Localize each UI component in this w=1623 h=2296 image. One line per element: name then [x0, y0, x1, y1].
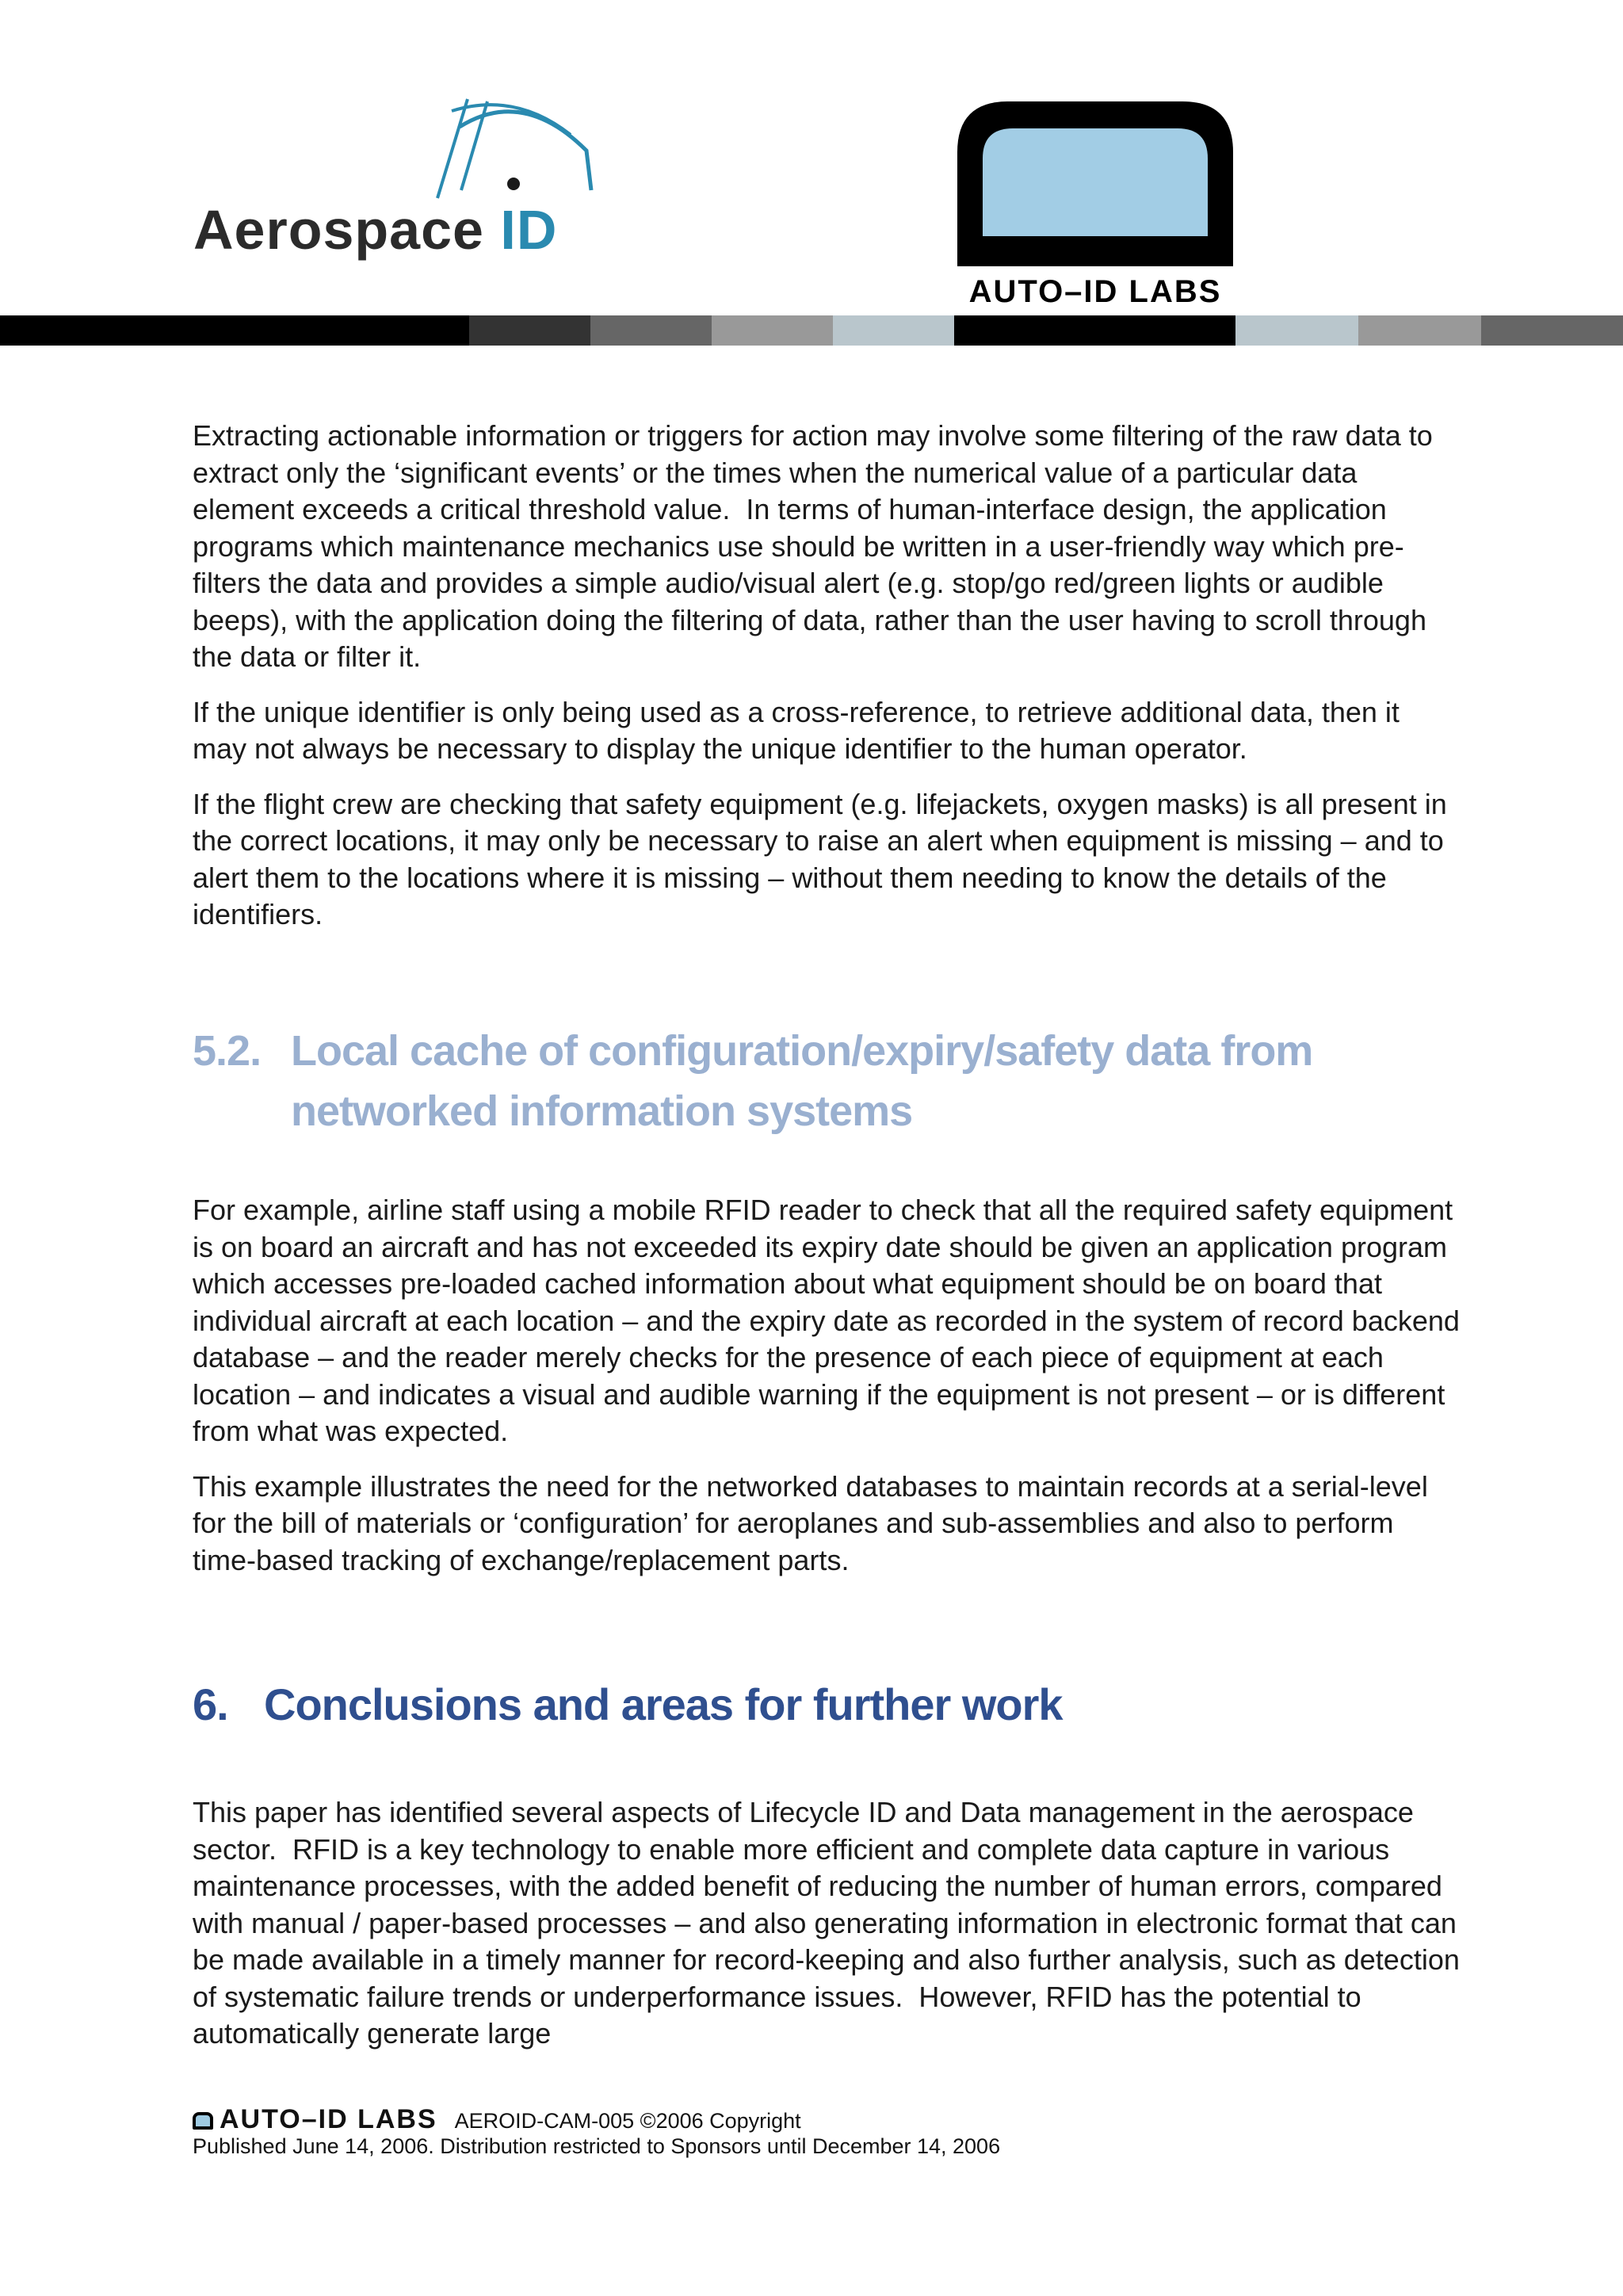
auto-id-labs-logo	[953, 97, 1238, 311]
paragraph: Extracting actionable information or triggers for action may involve some filtering of the raw data to extract only the ‘significant events’ or the times when the numerical value of a particular data element exceeds a critical threshold value. In terms of human-interface design, the application programs which maintenance mechanics use should be written in a user-friendly way which pre-filters the data and provides a simple audio/visual alert (e.g. stop/go red/green lights or audible beeps), with the application doing the filtering of data, rather than the user having to scroll through the data or filter it.	[193, 419, 1433, 673]
aerospace-id-logo	[190, 95, 602, 269]
stripe-segment	[1481, 315, 1623, 346]
auto-id-labs-wordmark: AUTO–ID LABS	[968, 274, 1222, 309]
intro-section	[193, 418, 1461, 934]
stripe-segment	[1358, 315, 1481, 346]
section-title-line: networked information systems	[291, 1087, 913, 1135]
swoosh-icon	[428, 95, 602, 214]
section-title: Conclusions and areas for further work	[264, 1679, 1063, 1729]
stripe-segment	[469, 315, 590, 346]
footer-published: Published June 14, 2006. Distribution restricted to Sponsors until December 14, 2006	[193, 2134, 1001, 2158]
section-5-2-body	[193, 1192, 1461, 1579]
section-heading-6	[193, 1679, 1063, 1730]
footer-doc-id: AEROID-CAM-005 ©2006 Copyright	[454, 2109, 801, 2133]
stripe-segment	[0, 315, 469, 346]
section-heading-5-2	[193, 1021, 1312, 1141]
paragraph: If the unique identifier is only being used as a cross-reference, to retrieve additional data, then it may not always be necessary to display the unique identifier to the human operator.	[193, 695, 1400, 765]
section-number: 6.	[193, 1679, 228, 1729]
stripe-segment	[833, 315, 954, 346]
section-6-body	[193, 1794, 1461, 2053]
stripe-segment	[1235, 315, 1358, 346]
paragraph: This paper has identified several aspects of Lifecycle ID and Data management in the aerospace sector. RFID is a key technology to enable more efficient and complete data capture in various maintenance processes, with the added benefit of reducing the number of human errors, compared with manual / paper-based processes – and also generating information in electronic format that can be made available in a timely manner for record-keeping and also further analysis, such as detection of systematic failure trends or underperformance issues. However, RFID has the potential to automatically generate large	[193, 1796, 1460, 2050]
stripe-segment	[712, 315, 833, 346]
aerospace-wordmark: Aerospace ID	[193, 199, 558, 261]
paragraph: This example illustrates the need for the networked databases to maintain records at a serial-level for the bill of materials or ‘configuration’ for aeroplanes and sub-assemblies and also to perform time-based tracking of exchange/replacement parts.	[193, 1469, 1428, 1576]
section-title-line: Local cache of configuration/expiry/safety data from	[291, 1027, 1313, 1075]
section-number: 5.2.	[193, 1027, 262, 1075]
footer-brand: AUTO–ID LABS	[220, 2104, 437, 2134]
auto-id-labs-icon	[193, 2112, 213, 2130]
stripe-segment	[954, 315, 1235, 346]
paragraph: For example, airline staff using a mobile RFID reader to check that all the required safety equipment is on board an aircraft and has not exceeded its expiry date should be given an application program which accesses pre-loaded cached information about what equipment should be on board that individual aircraft at each location – and the expiry date as recorded in the system of record backend database – and the reader merely checks for the presence of each piece of equipment at each location – and indicates a visual and audible warning if the equipment is not present – or is different from what was expected.	[193, 1194, 1460, 1447]
window-icon	[953, 97, 1238, 271]
stripe-segment	[590, 315, 712, 346]
paragraph: If the flight crew are checking that safety equipment (e.g. lifejackets, oxygen masks) is all present in the correct locations, it may only be necessary to raise an alert when equipment is missing – and to alert them to the locations where it is missing – without them needing to know the details of the identifiers.	[193, 787, 1447, 930]
page-footer	[193, 2104, 1001, 2159]
